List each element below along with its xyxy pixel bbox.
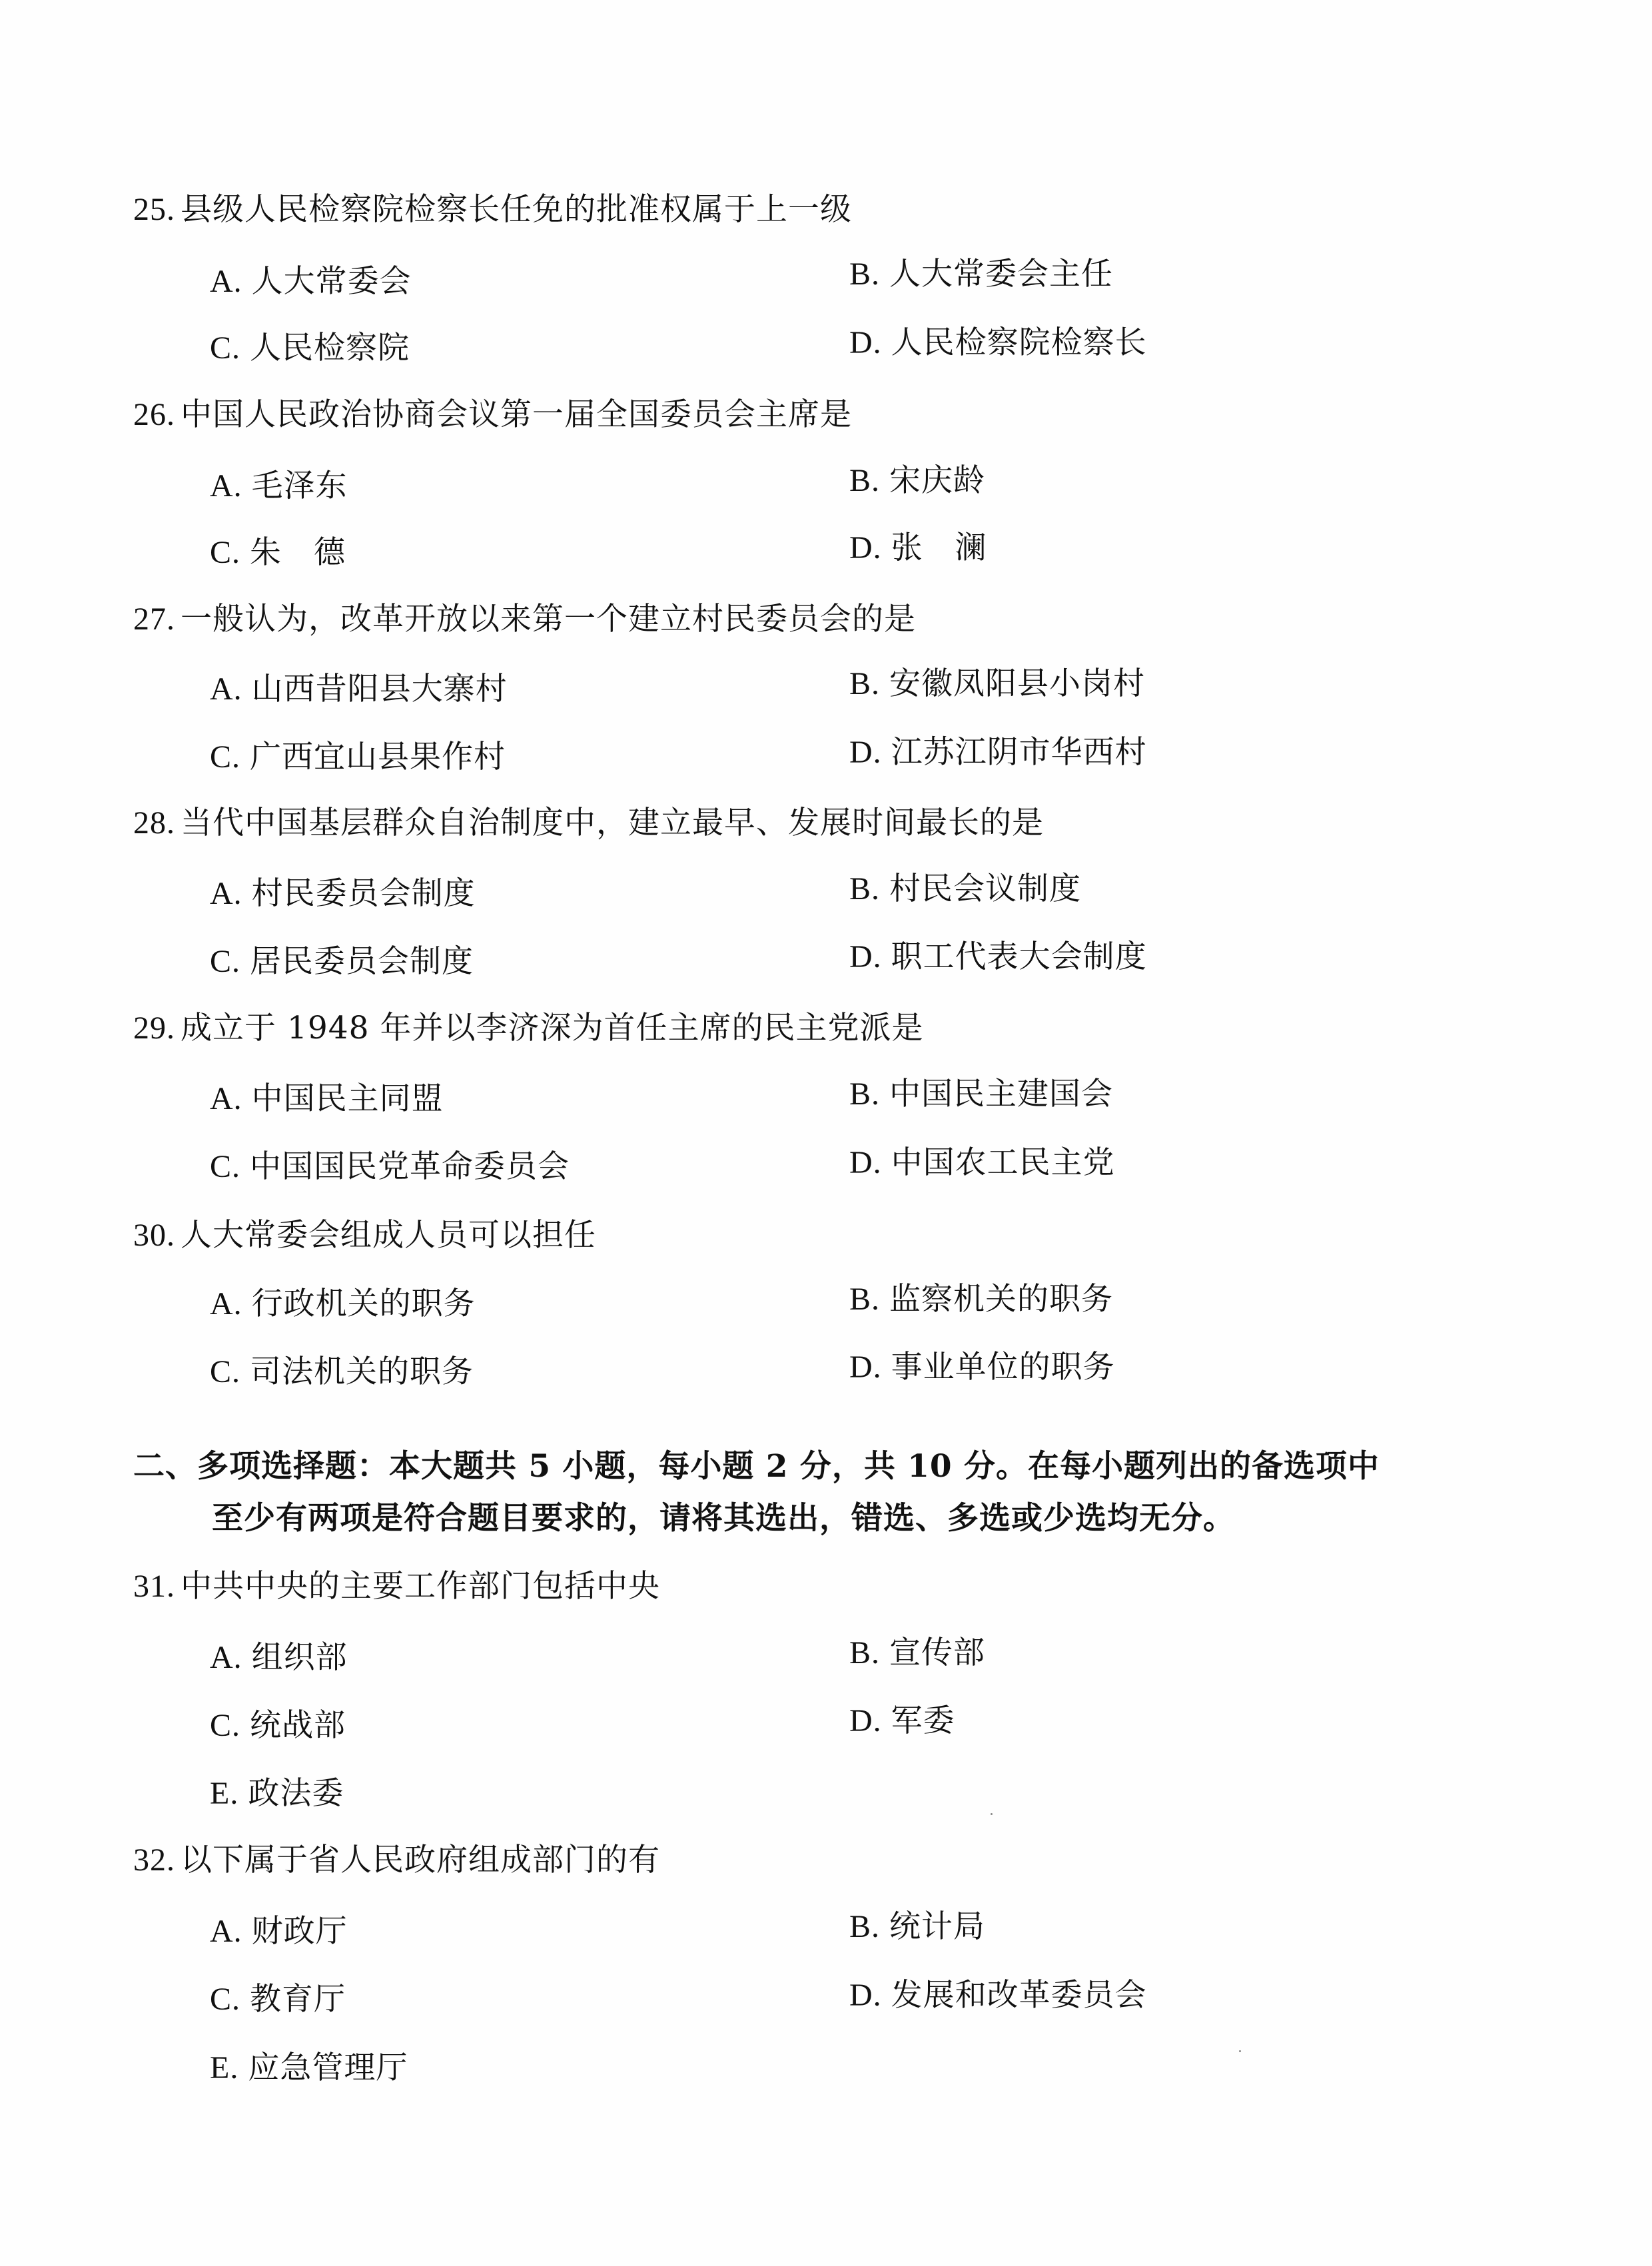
option-text: 中国农工民主党 (891, 1144, 1115, 1181)
option-letter: B. (849, 666, 881, 701)
question-29-option-b (849, 1074, 1113, 1114)
option-text: 村民会议制度 (889, 871, 1082, 907)
option-text: 村民委员会制度 (251, 875, 476, 912)
question-29-option-c (210, 1147, 570, 1187)
question-number: 32. (133, 1842, 175, 1878)
question-26-option-a (210, 466, 348, 506)
question-28-stem (133, 803, 1044, 843)
question-32-option-a (210, 1912, 348, 1952)
option-letter: B. (849, 1282, 881, 1317)
question-26-option-b (849, 461, 985, 501)
option-text: 教育厅 (250, 1981, 346, 2018)
question-27-option-b (849, 664, 1145, 704)
question-31-option-b (849, 1633, 985, 1673)
question-number: 29. (133, 1010, 175, 1046)
question-28-option-c (210, 942, 474, 982)
option-letter: C. (210, 330, 241, 366)
option-letter: A. (210, 1640, 242, 1675)
question-number: 26. (133, 397, 175, 432)
option-letter: A. (210, 1286, 242, 1322)
question-27-option-d (849, 733, 1147, 773)
option-letter: D. (849, 1349, 882, 1385)
question-32-option-e (210, 2048, 408, 2088)
option-letter: A. (210, 1914, 242, 1949)
question-31-stem (133, 1567, 660, 1607)
question-30-option-b (849, 1280, 1113, 1320)
option-letter: C. (210, 1149, 241, 1184)
section-2-heading-line-1: 二、多项选择题：本大题共 5 小题，每小题 2 分，共 10 分。在每小题列出的备选项中 (133, 1448, 1380, 1485)
question-text: 以下属于省人民政府组成部门的有 (181, 1842, 660, 1878)
option-text: 军委 (891, 1702, 955, 1739)
option-text: 中国民主同盟 (251, 1080, 444, 1117)
option-text: 发展和改革委员会 (891, 1977, 1147, 2014)
question-30-stem (133, 1216, 596, 1256)
option-text: 宣传部 (889, 1635, 986, 1671)
option-letter: E. (210, 2050, 239, 2085)
question-text: 人大常委会组成人员可以担任 (181, 1217, 596, 1254)
option-letter: B. (849, 871, 881, 907)
option-text: 居民委员会制度 (250, 943, 474, 980)
question-number: 27. (133, 601, 175, 637)
question-26-option-d (849, 528, 987, 568)
option-letter: C. (210, 944, 241, 979)
option-text: 政法委 (248, 1775, 344, 1812)
option-text: 朱 德 (250, 534, 346, 571)
question-28-option-b (849, 869, 1081, 909)
question-number: 28. (133, 805, 175, 841)
option-letter: D. (849, 530, 882, 566)
option-letter: C. (210, 1354, 241, 1389)
question-27-stem (133, 599, 916, 639)
question-25-option-d (849, 323, 1147, 363)
option-text: 江苏江阴市华西村 (891, 734, 1147, 771)
option-text: 司法机关的职务 (250, 1353, 474, 1390)
option-letter: C. (210, 739, 241, 775)
question-30-option-a (210, 1284, 476, 1324)
option-text: 中国民主建国会 (889, 1076, 1114, 1112)
option-letter: E. (210, 1776, 239, 1811)
question-30-option-d (849, 1347, 1115, 1387)
option-letter: D. (849, 939, 882, 974)
option-text: 职工代表大会制度 (891, 939, 1147, 975)
option-letter: B. (849, 1635, 881, 1671)
scan-speck (1239, 2050, 1241, 2052)
option-letter: A. (210, 876, 242, 911)
question-number: 30. (133, 1218, 175, 1253)
option-text: 组织部 (251, 1639, 348, 1676)
option-text: 事业单位的职务 (891, 1349, 1115, 1385)
question-text: 中国人民政治协商会议第一届全国委员会主席是 (181, 396, 852, 433)
option-text: 安徽凤阳县小岗村 (889, 665, 1146, 702)
question-29-option-a (210, 1079, 444, 1119)
scan-speck (991, 1813, 993, 1815)
option-text: 人大常委会主任 (889, 256, 1114, 292)
option-letter: C. (210, 1982, 241, 2017)
option-letter: A. (210, 468, 242, 504)
option-text: 行政机关的职务 (251, 1286, 476, 1322)
question-25-option-c (210, 328, 410, 368)
question-number: 25. (133, 192, 175, 227)
question-32-option-d (849, 1976, 1147, 2016)
option-letter: D. (849, 735, 882, 770)
option-letter: C. (210, 535, 241, 570)
question-31-option-d (849, 1701, 955, 1741)
option-text: 财政厅 (251, 1913, 348, 1950)
question-25-option-a (210, 262, 412, 302)
option-text: 统计局 (889, 1908, 986, 1945)
question-25-stem (133, 190, 852, 230)
option-text: 统战部 (250, 1707, 346, 1744)
question-28-option-d (849, 937, 1147, 977)
option-letter: D. (849, 1703, 882, 1738)
option-text: 应急管理厅 (248, 2050, 408, 2086)
option-letter: D. (849, 325, 882, 360)
option-letter: D. (849, 1145, 882, 1180)
option-text: 毛泽东 (251, 468, 348, 504)
question-32-stem (133, 1840, 660, 1880)
question-26-stem (133, 395, 852, 435)
question-28-option-a (210, 874, 476, 914)
question-text: 中共中央的主要工作部门包括中央 (181, 1568, 660, 1605)
question-27-option-a (210, 669, 508, 709)
question-25-option-b (849, 254, 1113, 294)
option-letter: B. (849, 256, 881, 292)
option-letter: B. (849, 1909, 881, 1944)
question-31-option-a (210, 1638, 348, 1678)
question-number: 31. (133, 1569, 175, 1604)
option-letter: C. (210, 1708, 241, 1743)
option-text: 中国国民党革命委员会 (250, 1148, 570, 1185)
question-31-option-c (210, 1706, 346, 1746)
option-letter: A. (210, 671, 242, 707)
option-letter: A. (210, 264, 242, 299)
question-29-stem (133, 1008, 924, 1048)
option-letter: D. (849, 1978, 882, 2013)
option-text: 人民检察院检察长 (891, 324, 1147, 361)
option-text: 广西宜山县果作村 (250, 739, 506, 775)
question-32-option-c (210, 1980, 346, 2020)
question-31-option-e (210, 1774, 344, 1814)
question-27-option-c (210, 737, 506, 777)
option-letter: A. (210, 1081, 242, 1116)
question-text: 当代中国基层群众自治制度中，建立最早、发展时间最长的是 (181, 805, 1044, 841)
option-text: 张 澜 (891, 530, 987, 566)
option-text: 人民检察院 (250, 330, 410, 366)
question-29-option-d (849, 1143, 1115, 1183)
question-text: 一般认为，改革开放以来第一个建立村民委员会的是 (181, 601, 916, 637)
option-text: 监察机关的职务 (889, 1281, 1114, 1318)
question-text: 县级人民检察院检察长任免的批准权属于上一级 (181, 191, 852, 228)
question-32-option-b (849, 1907, 985, 1947)
option-text: 山西昔阳县大寨村 (251, 671, 508, 707)
option-text: 宋庆龄 (889, 462, 986, 499)
option-letter: B. (849, 463, 881, 498)
option-text: 人大常委会 (251, 263, 412, 300)
section-2-heading-line-2: 至少有两项是符合题目要求的，请将其选出，错选、多选或少选均无分。 (212, 1500, 1235, 1537)
question-26-option-c (210, 533, 346, 573)
question-text: 成立于 1948 年并以李济深为首任主席的民主党派是 (181, 1010, 924, 1046)
option-letter: B. (849, 1076, 881, 1112)
question-30-option-c (210, 1352, 474, 1392)
